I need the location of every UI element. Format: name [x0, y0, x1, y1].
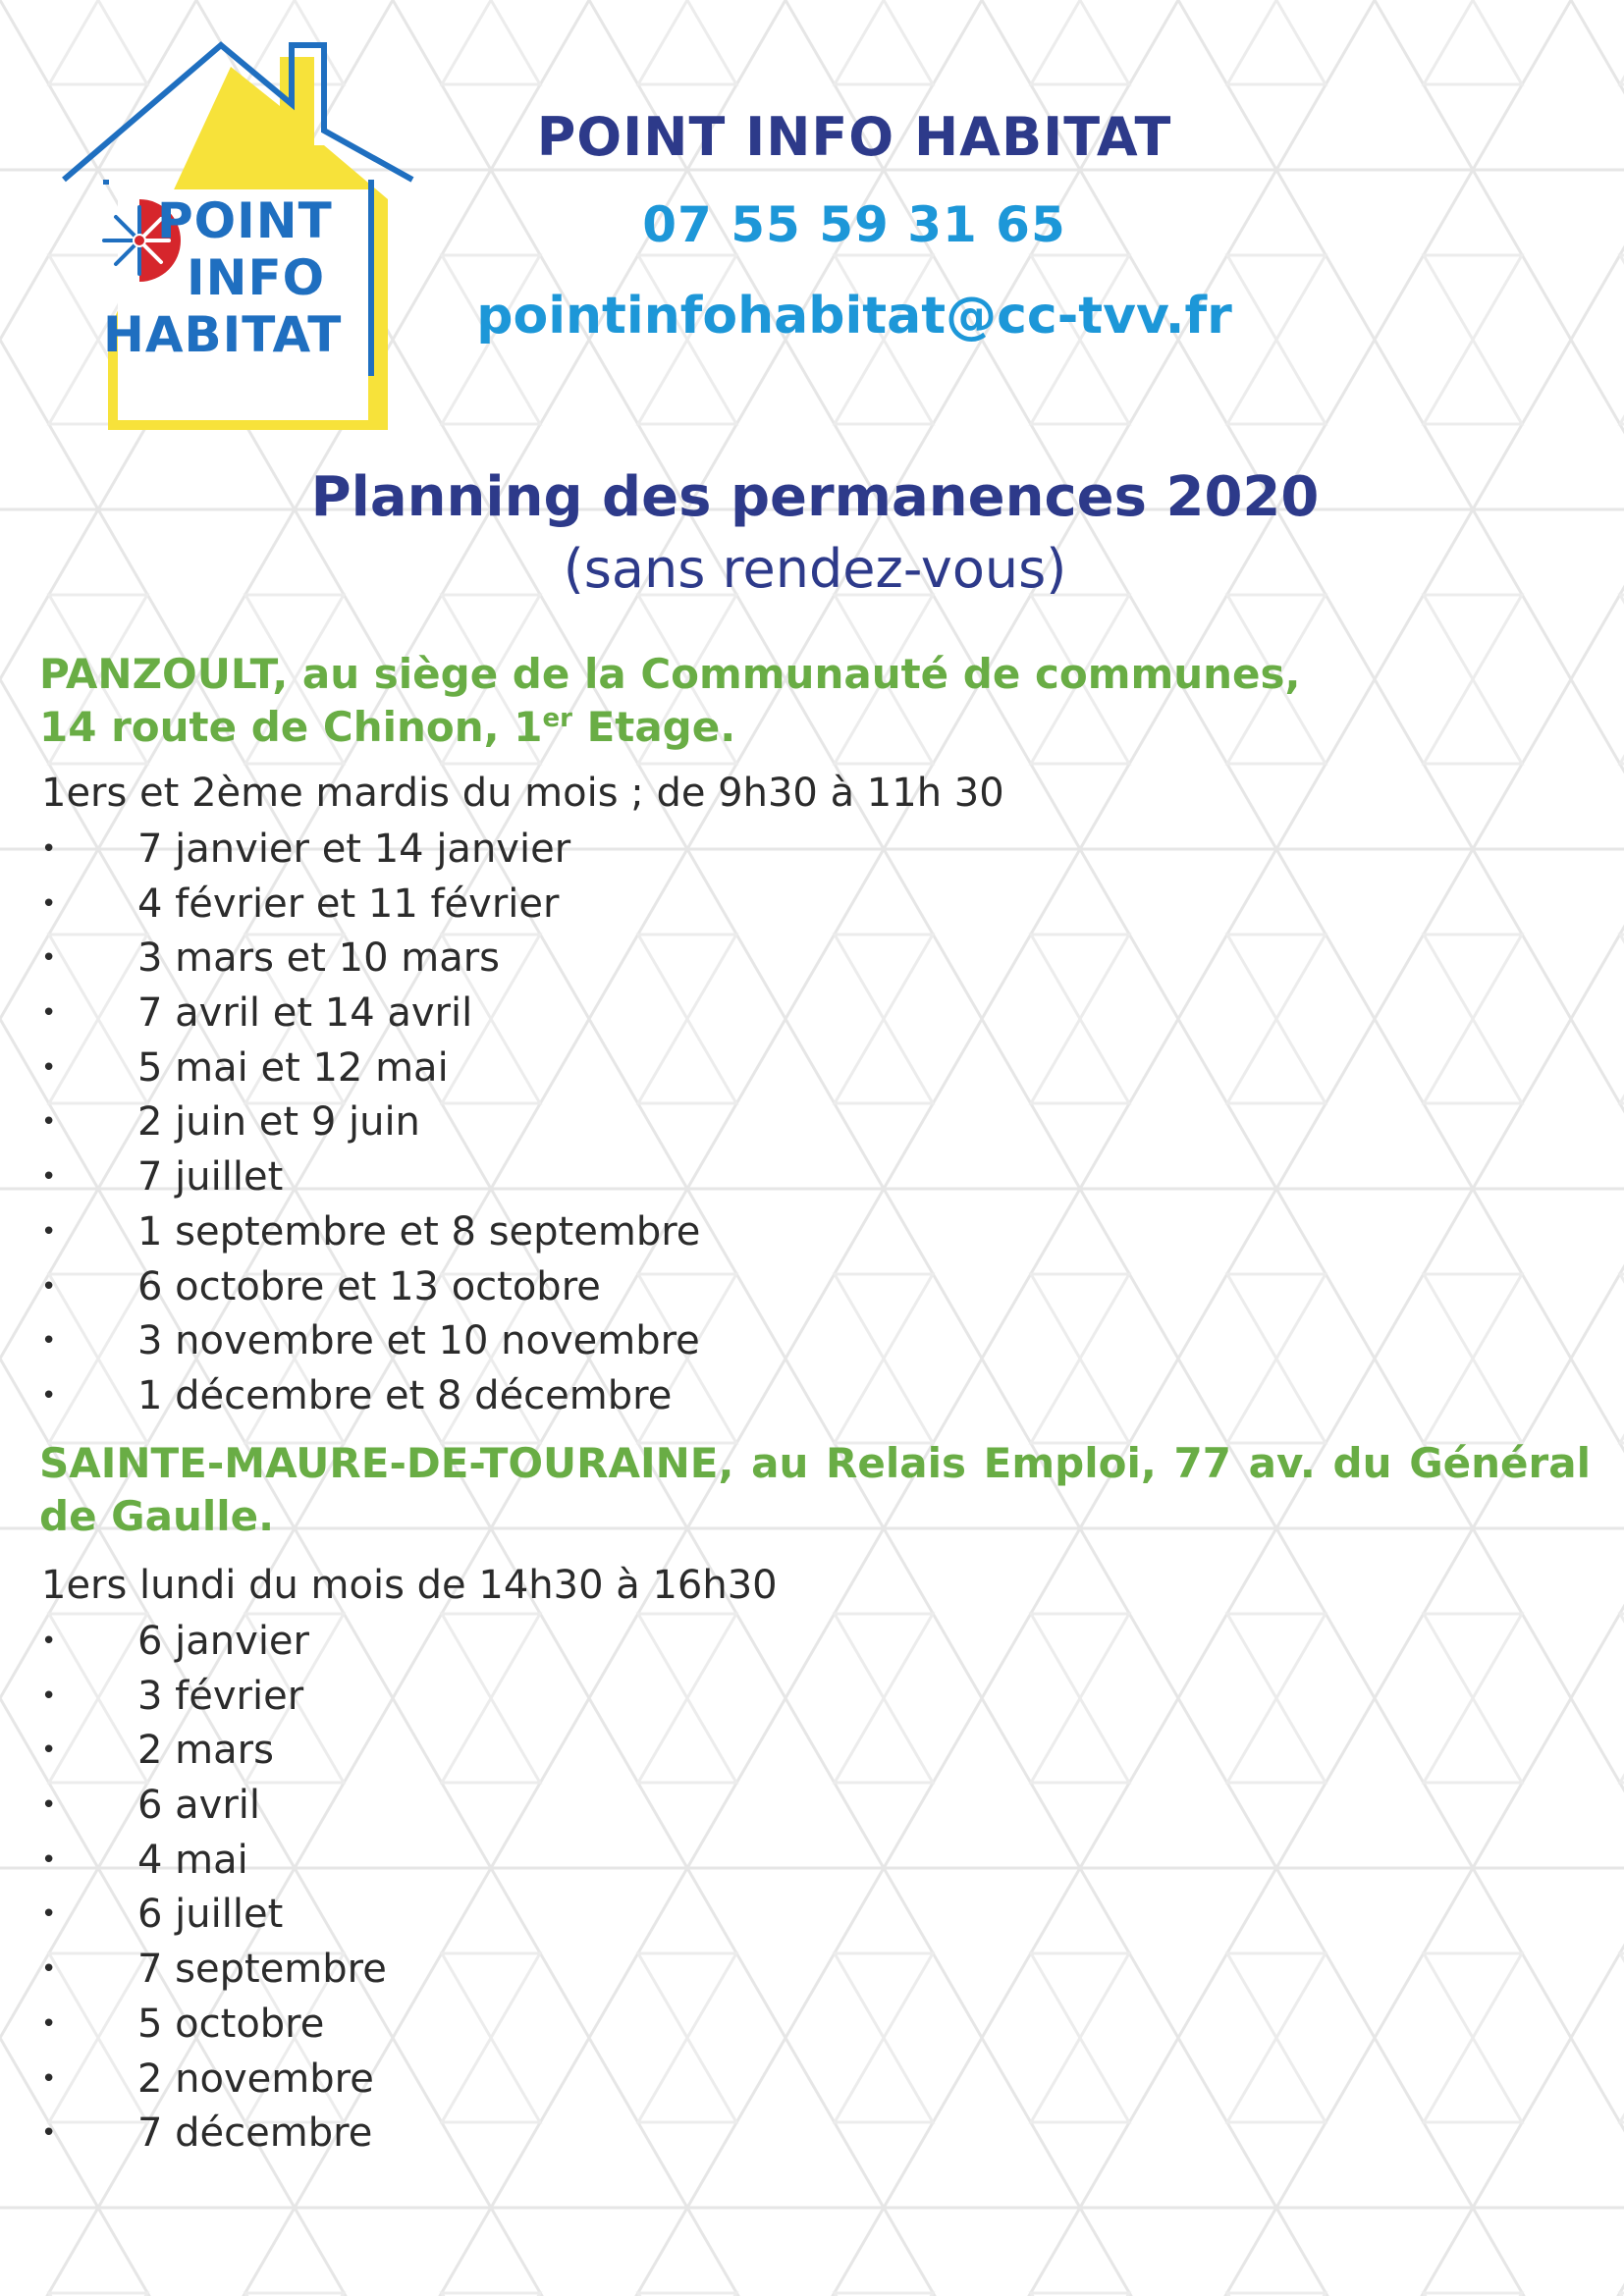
location-heading-line1: PANZOULT, au siège de la Communauté de communes, — [39, 650, 1301, 698]
date-label: 5 mai et 12 mai — [137, 1044, 449, 1091]
date-label: 4 mai — [137, 1837, 248, 1883]
date-label: 4 février et 11 février — [137, 881, 560, 927]
bullet-icon: • — [41, 1899, 57, 1930]
date-label: 7 janvier et 14 janvier — [137, 827, 571, 872]
page-title: Planning des permanences 2020 — [310, 465, 1320, 529]
date-label: 6 juillet — [137, 1892, 284, 1938]
location-heading-line2: de Gaulle. — [39, 1492, 275, 1540]
date-label: 3 février — [137, 1673, 304, 1719]
date-label: 7 avril et 14 avril — [137, 990, 473, 1037]
location-heading-sainte-maure — [39, 1437, 1591, 1543]
bullet-icon: • — [41, 1107, 57, 1138]
date-label: 6 janvier — [137, 1619, 309, 1664]
date-label: 3 mars et 10 mars — [137, 935, 501, 982]
bullet-icon: • — [41, 1326, 57, 1357]
location-heading-line1: SAINTE-MAURE-DE-TOURAINE, au Relais Emploi, 77 av. du Général — [39, 1439, 1591, 1487]
location-heading-line2a: 14 route de Chinon, 1 — [39, 703, 543, 751]
schedule-panzoult: 1ers et 2ème mardis du mois ; de 9h30 à 11h 30 — [41, 771, 1004, 816]
phone-number[interactable]: 07 55 59 31 65 — [642, 196, 1066, 253]
logo-word-point: POINT — [157, 192, 333, 249]
bullet-icon: • — [41, 998, 57, 1029]
location-heading-line2b: Etage. — [571, 703, 736, 751]
ordinal-superscript: er — [542, 704, 572, 733]
bullet-icon: • — [41, 1380, 57, 1411]
bullet-icon: • — [41, 888, 57, 919]
date-label: 7 décembre — [137, 2110, 373, 2157]
bullet-icon: • — [41, 834, 57, 864]
date-label: 1 septembre et 8 septembre — [137, 1208, 701, 1255]
date-label: 2 mars — [137, 1728, 274, 1774]
page-subtitle: (sans rendez-vous) — [563, 538, 1067, 600]
bullet-icon: • — [41, 1627, 57, 1656]
bullet-icon: • — [41, 1052, 57, 1083]
bullet-icon: • — [41, 1681, 57, 1711]
email-address[interactable]: pointinfohabitat@cc-tvv.fr — [476, 287, 1232, 346]
location-heading-panzoult — [39, 648, 1591, 754]
bullet-icon: • — [41, 1216, 57, 1247]
bullet-icon: • — [41, 2118, 57, 2149]
bullet-icon: • — [41, 1844, 57, 1875]
bullet-icon: • — [41, 2063, 57, 2094]
organization-name: POINT INFO HABITAT — [536, 106, 1172, 168]
logo-word-habitat: HABITAT — [103, 306, 343, 363]
bullet-icon: • — [41, 1735, 57, 1766]
point-info-habitat-logo — [49, 37, 422, 440]
schedule-sainte-maure: 1ers lundi du mois de 14h30 à 16h30 — [41, 1563, 778, 1608]
bullet-icon: • — [41, 1271, 57, 1302]
date-label: 7 juillet — [137, 1154, 284, 1201]
bullet-icon: • — [41, 2008, 57, 2039]
date-label: 2 novembre — [137, 2056, 374, 2102]
bullet-icon: • — [41, 1162, 57, 1193]
date-label: 3 novembre et 10 novembre — [137, 1318, 700, 1364]
date-label: 7 septembre — [137, 1947, 387, 1993]
date-label: 5 octobre — [137, 2001, 325, 2047]
bullet-icon: • — [41, 943, 57, 974]
date-label: 6 avril — [137, 1783, 261, 1829]
date-label: 6 octobre et 13 octobre — [137, 1263, 601, 1309]
bullet-icon: • — [41, 1790, 57, 1821]
logo-word-info: INFO — [187, 249, 326, 306]
bullet-icon: • — [41, 1954, 57, 1985]
date-label: 1 décembre et 8 décembre — [137, 1372, 673, 1418]
date-label: 2 juin et 9 juin — [137, 1099, 420, 1146]
